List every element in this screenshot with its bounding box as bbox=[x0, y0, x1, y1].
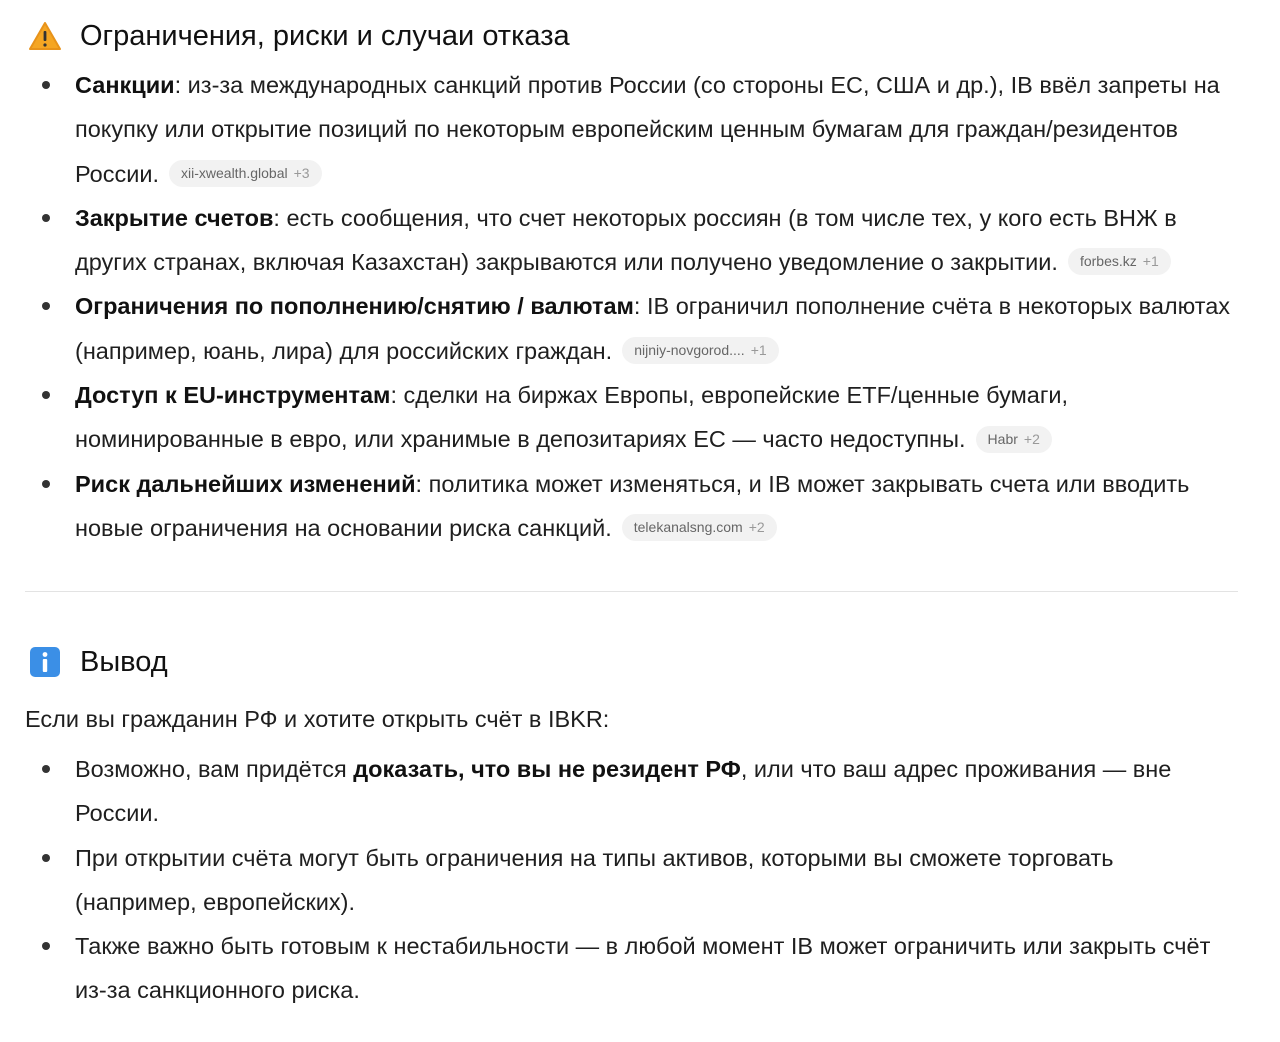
item-text: Возможно, вам придётся bbox=[75, 756, 354, 782]
citation-chip[interactable] bbox=[169, 160, 322, 187]
item-term: Риск дальнейших изменений bbox=[75, 470, 416, 497]
item-text: При открытии счёта могут быть ограничения на типы активов, которыми вы сможете торговать (например, европейских). bbox=[75, 844, 1114, 915]
item-term: Доступ к EU-инструментам bbox=[75, 382, 391, 409]
conclusion-intro: Если вы гражданин РФ и хотите открыть счёт в IBKR: bbox=[25, 706, 610, 732]
list-item bbox=[0, 462, 1240, 551]
item-text: : сделки на биржах Европы, европейские ETF/ценные бумаги, номинированные в евро, или хранимые в депозитариях ЕС — часто недоступны. bbox=[75, 382, 1069, 453]
citation-count: +2 bbox=[748, 519, 765, 536]
list-item bbox=[0, 924, 1240, 1013]
conclusion-list bbox=[0, 747, 1240, 1013]
limitations-list bbox=[0, 63, 1240, 550]
item-text: : IB ограничил пополнение счёта в некоторых валютах (например, юань, лира) для российских граждан. bbox=[75, 293, 1231, 364]
list-item bbox=[0, 196, 1240, 285]
item-text: : есть сообщения, что счет некоторых россиян (в том числе тех, у кого есть ВНЖ в других странах, включая Казахстан) закрываются или получено уведомление о закрытии. bbox=[75, 204, 1177, 276]
citation-chip[interactable] bbox=[622, 337, 778, 364]
citation-source: telekanalsng.com bbox=[633, 519, 743, 536]
citation-chip[interactable] bbox=[622, 514, 777, 541]
list-item bbox=[0, 63, 1240, 196]
citation-count: +2 bbox=[1023, 430, 1040, 447]
item-text: : из-за международных санкций против России (со стороны ЕС, США и др.), IB ввёл запреты на покупку или открытие позиций по некоторым европейским ценным бумагам для граждан/резидентов России. bbox=[75, 72, 1220, 187]
citation-count: +3 bbox=[293, 164, 310, 181]
item-term: Санкции bbox=[75, 72, 175, 98]
item-term: Ограничения по пополнению/снятию / валютам bbox=[75, 293, 634, 320]
divider bbox=[25, 591, 1238, 592]
list-item bbox=[0, 284, 1240, 373]
list-item bbox=[0, 747, 1240, 836]
citation-chip[interactable] bbox=[1068, 248, 1171, 275]
citation-source: xii-xwealth.global bbox=[181, 164, 288, 181]
section-heading-limitations bbox=[28, 14, 570, 58]
citation-source: nijniy-novgorod.... bbox=[634, 342, 745, 359]
citation-count: +1 bbox=[750, 342, 767, 359]
section-title: Ограничения, риски и случаи отказа bbox=[80, 19, 570, 52]
item-text: : политика может изменяться, и IB может закрывать счета или вводить новые ограничения на основании риска санкций. bbox=[75, 470, 1190, 541]
item-text: Также важно быть готовым к нестабильности — в любой момент IB может ограничить или закрыть счёт из-за санкционного риска. bbox=[75, 933, 1211, 1004]
list-item bbox=[0, 373, 1240, 462]
info-icon bbox=[28, 645, 62, 679]
citation-source: Habr bbox=[987, 430, 1018, 447]
item-emphasis: доказать, что вы не резидент РФ bbox=[353, 756, 741, 782]
citation-source: forbes.kz bbox=[1079, 253, 1137, 270]
warning-icon bbox=[28, 19, 62, 53]
citation-chip[interactable] bbox=[976, 426, 1052, 453]
item-text: , или что ваш адрес проживания — вне России. bbox=[75, 756, 1172, 827]
section-heading-conclusion bbox=[28, 640, 168, 684]
list-item bbox=[0, 836, 1240, 925]
section-title: Вывод bbox=[80, 645, 168, 678]
citation-count: +1 bbox=[1142, 253, 1159, 270]
item-term: Закрытие счетов bbox=[75, 204, 274, 231]
